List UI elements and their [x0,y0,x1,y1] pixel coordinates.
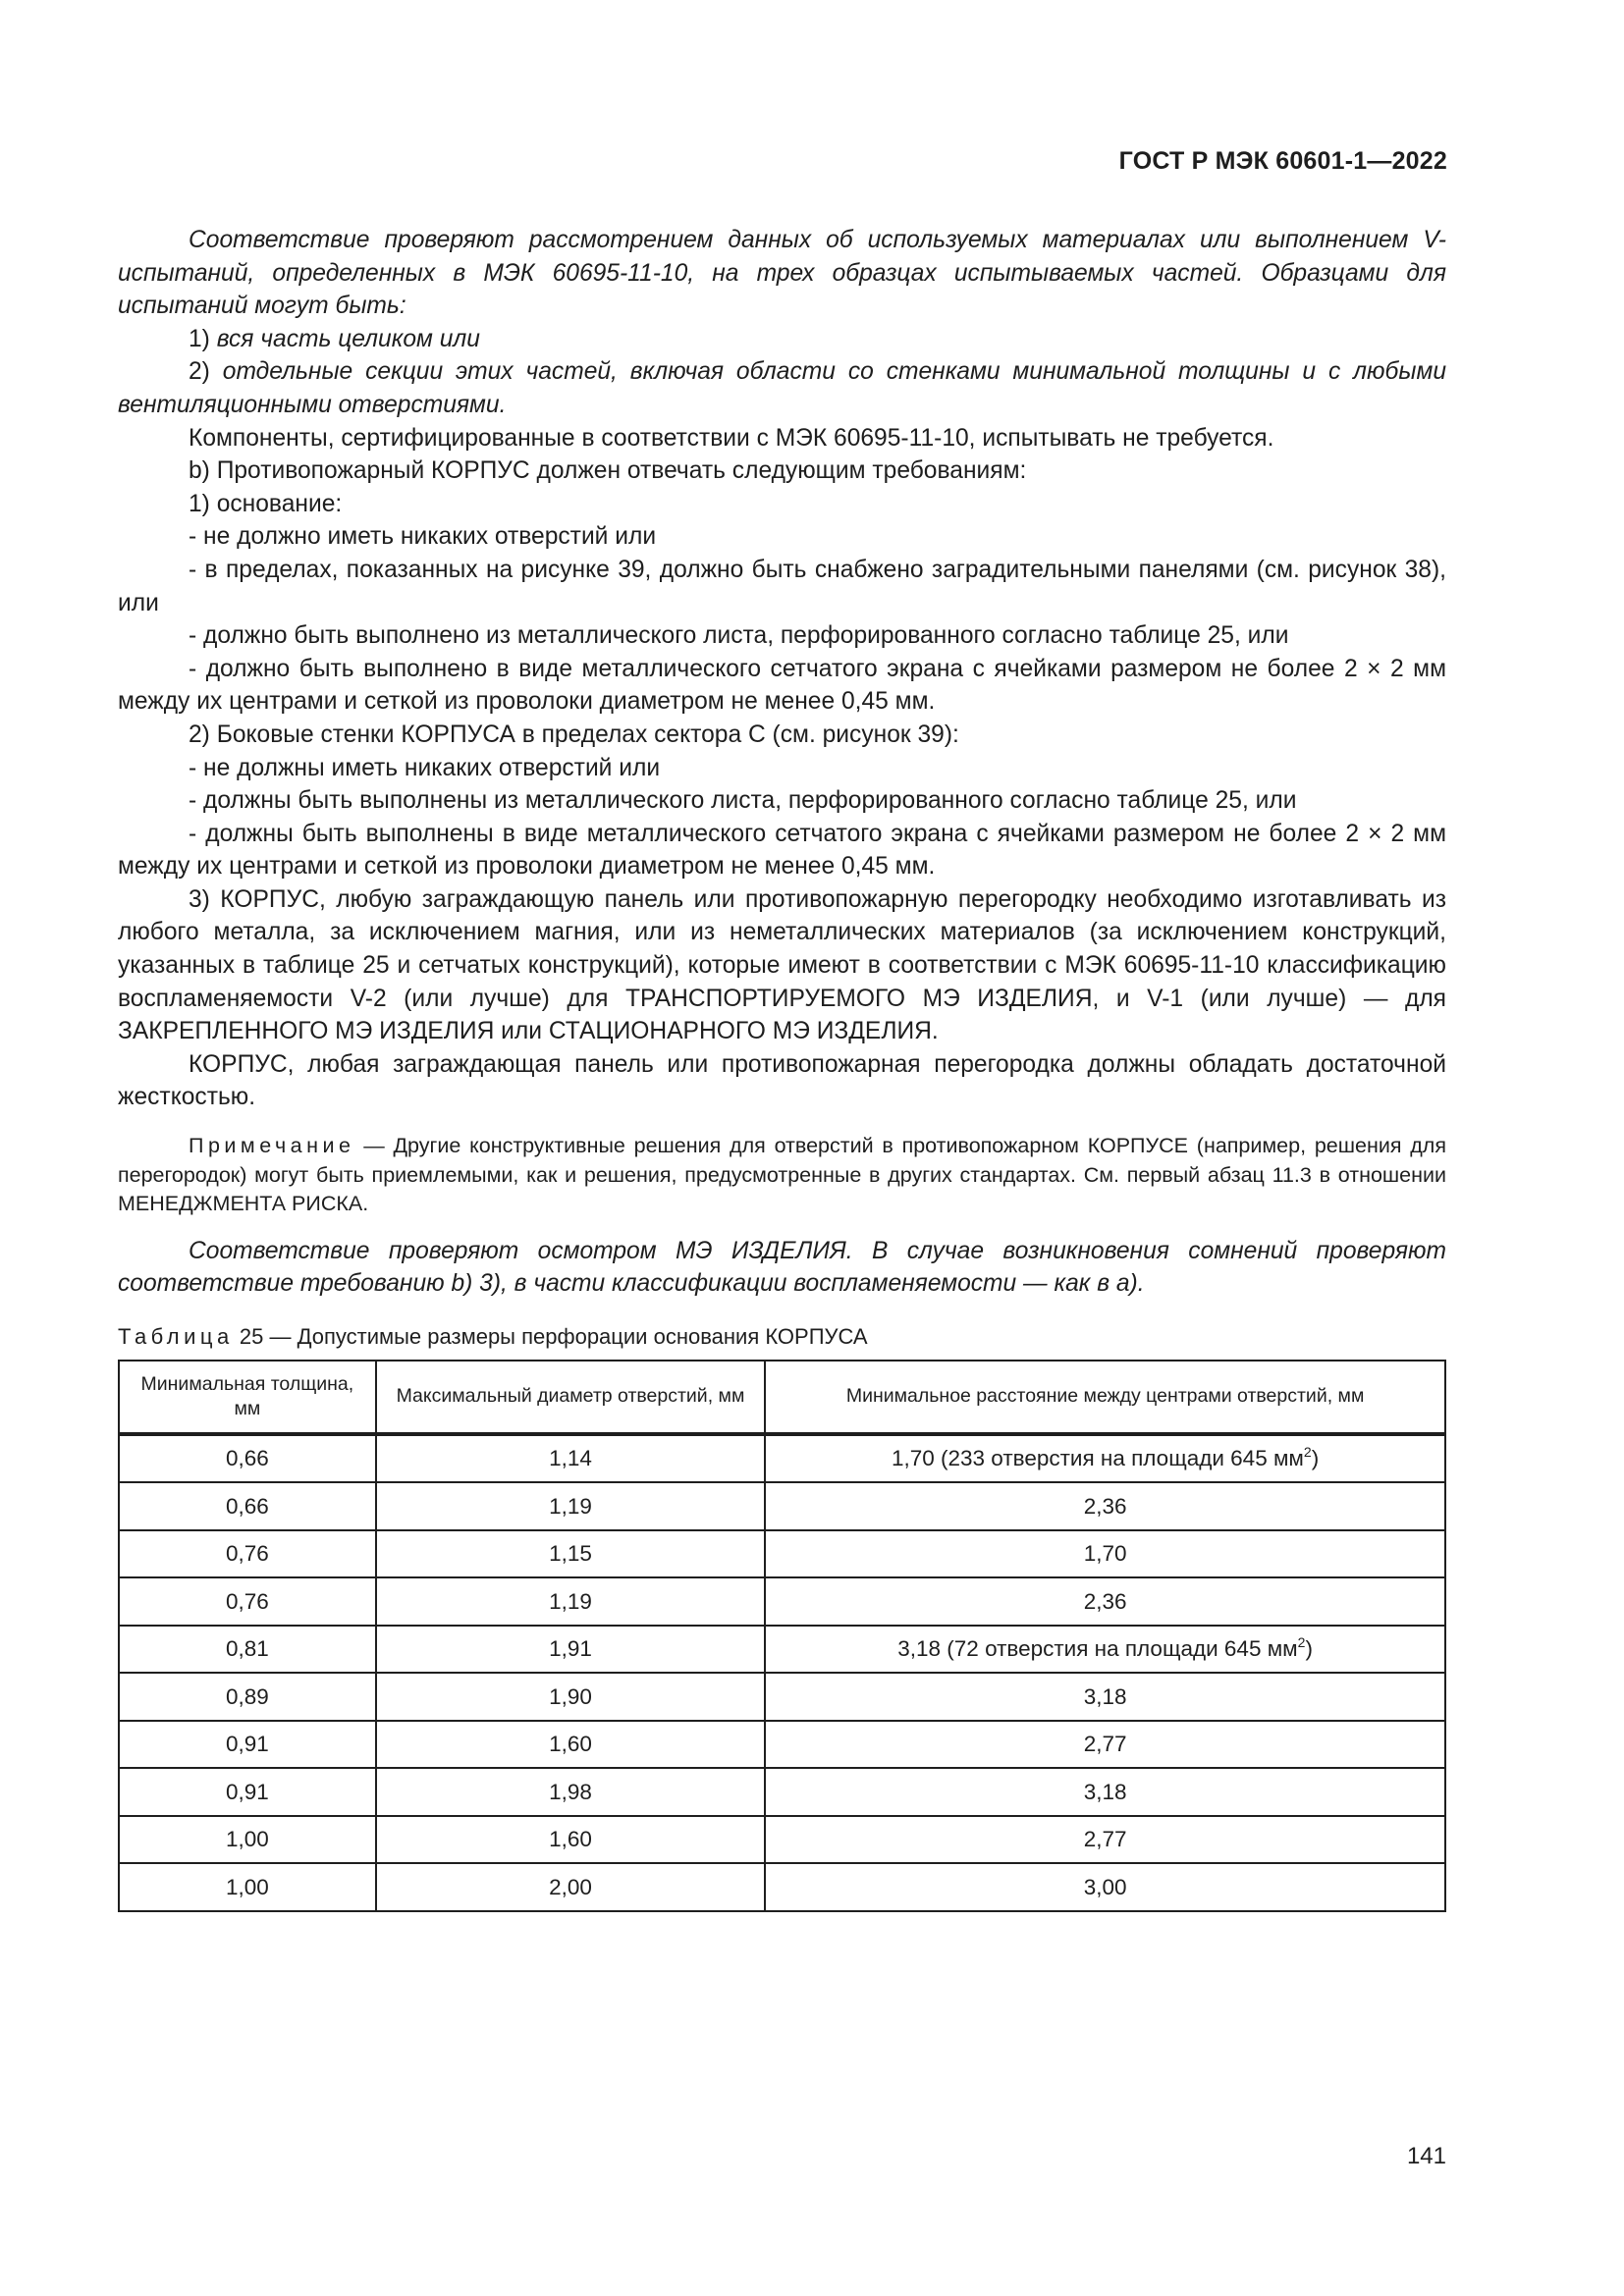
document-body [118,224,1446,1912]
column-header-diameter: Максимальный диаметр отверстий, мм [376,1361,765,1434]
cell-thickness: 0,89 [119,1673,376,1721]
cell-thickness: 0,76 [119,1530,376,1578]
cell-diameter: 1,60 [376,1816,765,1864]
cell-distance [765,1626,1445,1674]
cell-diameter: 1,15 [376,1530,765,1578]
sample-option-1 [118,323,1446,356]
cell-distance: 2,77 [765,1816,1445,1864]
column-header-thickness: Минимальная толщина, мм [119,1361,376,1434]
cell-distance: 3,18 [765,1673,1445,1721]
certified-components-paragraph: Компоненты, сертифицированные в соответствии с МЭК 60695-11-10, испытывать не требуется. [189,424,1274,452]
cell-thickness: 0,66 [119,1434,376,1483]
compliance-check-inspection: Соответствие проверяют осмотром МЭ ИЗДЕЛИЯ. В случае возникновения сомнений проверяют соответствие требованию b) 3), в части классификации воспламеняемости — как в а). [118,1237,1446,1298]
cell-diameter: 1,19 [376,1577,765,1626]
cell-thickness: 0,81 [119,1626,376,1674]
sample-option-2-text: отдельные секции этих частей, включая области со стенками минимальной толщины и с любыми вентиляционными отверстиями. [118,358,1446,418]
cell-thickness: 1,00 [119,1816,376,1864]
table-row [119,1482,1445,1530]
page-number: 141 [1406,2143,1446,2169]
table-row [119,1863,1445,1911]
base-list-item-3: - должно быть выполнено из металлического листа, перфорированного согласно таблице 25, или [189,622,1289,650]
sample-option-2-number: 2) [189,358,210,386]
table-row [119,1530,1445,1578]
rigidity-paragraph: КОРПУС, любая заграждающая панель или противопожарная перегородка должны обладать достаточной жесткостью. [118,1050,1446,1111]
side-walls-list-item-1: - не должны иметь никаких отверстий или [189,754,661,781]
cell-thickness: 0,91 [119,1721,376,1769]
cell-distance-tail: ) [1305,1636,1313,1662]
cell-distance: 1,70 [765,1530,1445,1578]
cell-distance-text: 3,18 (72 отверстия на площади 645 мм [897,1636,1298,1662]
cell-diameter: 1,91 [376,1626,765,1674]
note-label: Примечание [189,1134,355,1158]
cell-thickness: 0,76 [119,1577,376,1626]
table-row [119,1577,1445,1626]
side-walls-item: 2) Боковые стенки КОРПУСА в пределах сектора С (см. рисунок 39): [189,721,959,748]
perforation-table [118,1360,1446,1912]
side-walls-list-item-2: - должны быть выполнены из металлического листа, перфорированного согласно таблице 25, или [189,787,1297,815]
base-list-item-4: - должно быть выполнено в виде металлического сетчатого экрана с ячейками размером не более 2 × 2 мм между их центрами и сеткой из проволоки диаметром не менее 0,45 мм. [118,655,1446,716]
table-row [119,1626,1445,1674]
document-header: ГОСТ Р МЭК 60601-1—2022 [1118,147,1447,175]
requirement-b-paragraph: b) Противопожарный КОРПУС должен отвечать следующим требованиям: [189,457,1027,485]
table-row [119,1673,1445,1721]
materials-paragraph: 3) КОРПУС, любую заграждающую панель или противопожарную перегородку необходимо изготавливать из любого металла, за исключением магния, или из неметаллических материалов (за исключением конструкций, указанных в таблице 25 и сетчатых конструкций), которые имеют в соответствии с МЭК 60695-11-10 классификацию воспламеняемости V-2 (или лучше) для ТРАНСПОРТИРУЕМОГО МЭ ИЗДЕЛИЯ, и V-1 (или лучше) — для ЗАКРЕПЛЕННОГО МЭ ИЗДЕЛИЯ или СТАЦИОНАРНОГО МЭ ИЗДЕЛИЯ. [118,885,1446,1045]
cell-diameter: 1,98 [376,1768,765,1816]
cell-diameter: 1,60 [376,1721,765,1769]
table-header-row [119,1361,1445,1434]
sample-option-1-number: 1) [189,325,210,352]
sample-option-1-text: вся часть целиком или [216,325,480,352]
note-paragraph [118,1132,1446,1219]
cell-distance: 3,00 [765,1863,1445,1911]
table-caption-text: 25 — Допустимые размеры перфорации основания КОРПУСА [233,1323,868,1349]
compliance-check-paragraph: Соответствие проверяют рассмотрением данных об используемых материалах или выполнением V-испытаний, определенных в МЭК 60695-11-10, на трех образцах испытываемых частей. Образцами для испытаний могут быть: [118,227,1446,320]
cell-diameter: 1,90 [376,1673,765,1721]
base-item: 1) основание: [189,490,343,517]
cell-thickness: 1,00 [119,1863,376,1911]
base-list-item-1: - не должно иметь никаких отверстий или [189,523,657,551]
cell-diameter: 1,14 [376,1434,765,1483]
column-header-distance: Минимальное расстояние между центрами отверстий, мм [765,1361,1445,1434]
table-row [119,1816,1445,1864]
cell-distance: 2,77 [765,1721,1445,1769]
cell-distance-text: 1,70 (233 отверстия на площади 645 мм [891,1446,1304,1471]
cell-diameter: 2,00 [376,1863,765,1911]
cell-thickness: 0,66 [119,1482,376,1530]
table-caption-label: Таблица [118,1323,234,1349]
note-text: — Другие конструктивные решения для отверстий в противопожарном КОРПУСЕ (например, решения для перегородок) могут быть приемлемыми, как и решения, предусмотренные в других стандартах. См. первый абзац 11.3 в отношении МЕНЕДЖМЕНТА РИСКА. [118,1134,1446,1216]
cell-diameter: 1,19 [376,1482,765,1530]
table-caption [118,1322,1446,1352]
sample-option-2 [118,355,1446,421]
cell-thickness: 0,91 [119,1768,376,1816]
cell-distance-sup: 2 [1297,1633,1306,1650]
side-walls-list-item-3: - должны быть выполнены в виде металлического сетчатого экрана с ячейками размером не более 2 × 2 мм между их центрами и сеткой из проволоки диаметром не менее 0,45 мм. [118,820,1446,881]
cell-distance-sup: 2 [1303,1443,1312,1460]
cell-distance: 2,36 [765,1482,1445,1530]
base-list-item-2: - в пределах, показанных на рисунке 39, должно быть снабжено заградительными панелями (см. рисунок 38), или [118,556,1446,616]
table-row [119,1768,1445,1816]
cell-distance [765,1434,1445,1483]
cell-distance: 2,36 [765,1577,1445,1626]
cell-distance-tail: ) [1311,1446,1320,1471]
table-row [119,1721,1445,1769]
cell-distance: 3,18 [765,1768,1445,1816]
table-row [119,1434,1445,1483]
